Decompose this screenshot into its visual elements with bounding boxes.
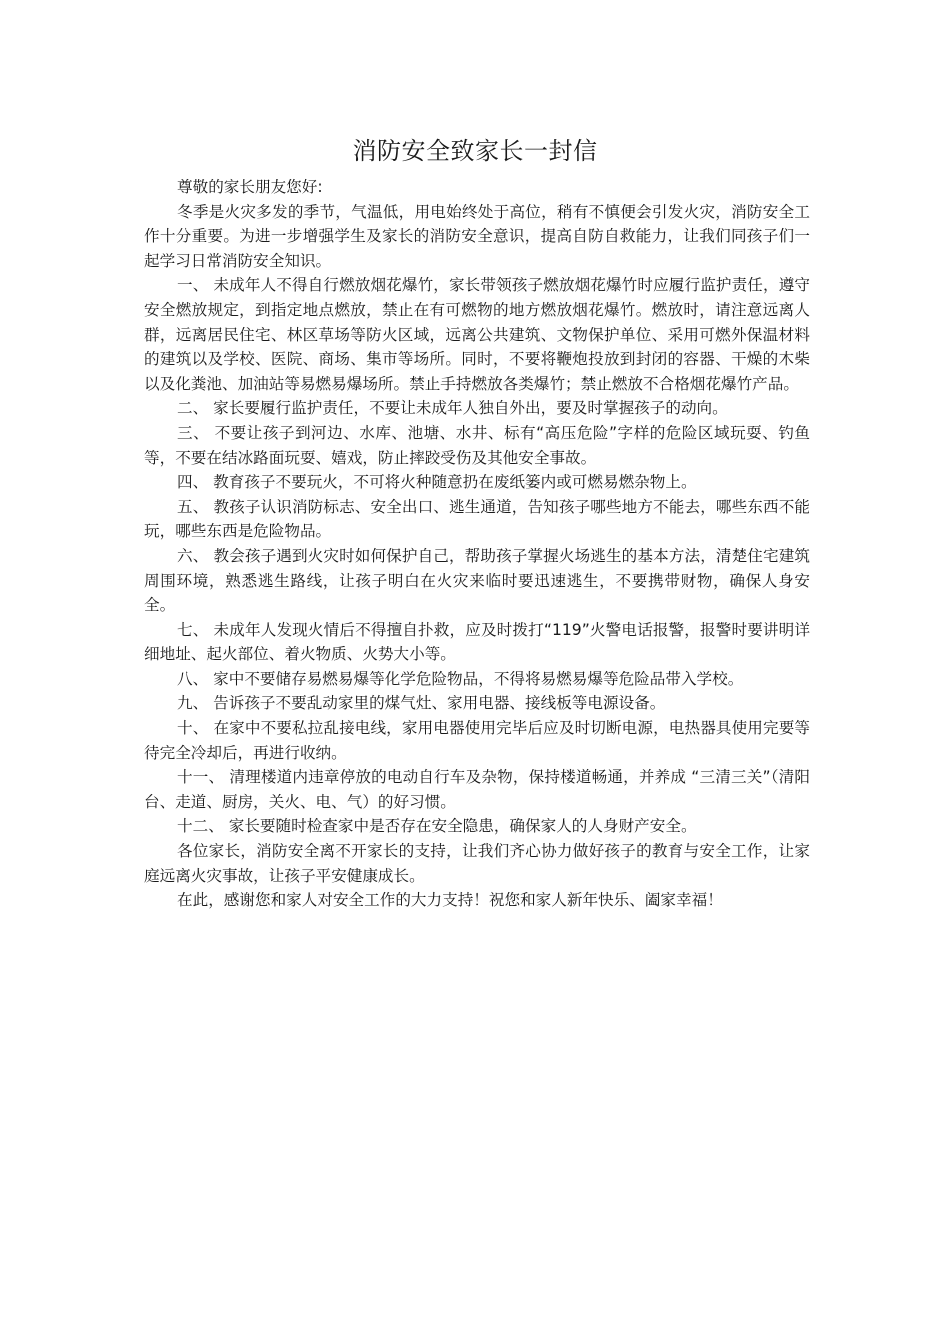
closing-paragraph: 各位家长，消防安全离不开家长的支持，让我们齐心协力做好孩子的教育与安全工作，让家庭远离火灾事故，让孩子平安健康成长。 xyxy=(144,842,810,885)
item-2-paragraph: 二、 家长要履行监护责任，不要让未成年人独自外出，要及时掌握孩子的动向。 xyxy=(177,399,728,418)
item-7-paragraph: 七、 未成年人发现火情后不得擅自扑救，应及时拨打“119”火警电话报警，报警时要讲明详细地址、起火部位、着火物质、火势大小等。 xyxy=(144,620,810,664)
item-10-paragraph: 十、 在家中不要私拉乱接电线，家用电器使用完毕后应及时切断电源，电热器具使用完要等待完全冷却后，再进行收纳。 xyxy=(144,719,810,762)
greeting: 尊敬的家长朋友您好: xyxy=(177,178,323,196)
document-title: 消防安全致家长一封信 xyxy=(352,137,598,165)
item-6-paragraph: 六、 教会孩子遇到火灾时如何保护自己，帮助孩子掌握火场逃生的基本方法，清楚住宅建筑周围环境，熟悉逃生路线，让孩子明白在火灾来临时要迅速逃生，不要携带财物，确保人身安全。 xyxy=(144,546,810,615)
item-12-paragraph: 十二、 家长要随时检查家中是否存在安全隐患，确保家人的人身财产安全。 xyxy=(177,817,697,836)
item-4-paragraph: 四、 教育孩子不要玩火，不可将火种随意扔在废纸篓内或可燃易燃杂物上。 xyxy=(177,473,697,492)
item-3-paragraph: 三、 不要让孩子到河边、水库、池塘、水井、标有“高压危险”字样的危险区域玩耍、钓鱼等，不要在结冰路面玩耍、嬉戏，防止摔跤受伤及其他安全事故。 xyxy=(144,423,810,467)
item-8-paragraph: 八、 家中不要储存易燃易爆等化学危险物品，不得将易燃易爆等危险品带入学校。 xyxy=(177,669,744,688)
intro-paragraph: 冬季是火灾多发的季节，气温低，用电始终处于高位，稍有不慎便会引发火灾，消防安全工作十分重要。为进一步增强学生及家长的消防安全意识，提高自防自救能力，让我们同孩子们一起学习日常消防安全知识。 xyxy=(144,202,810,270)
item-5-paragraph: 五、 教孩子认识消防标志、安全出口、逃生通道，告知孩子哪些地方不能去，哪些东西不能玩，哪些东西是危险物品。 xyxy=(144,497,810,541)
item-9-paragraph: 九、 告诉孩子不要乱动家里的煤气灶、家用电器、接线板等电源设备。 xyxy=(177,694,666,713)
thanks-paragraph: 在此，感谢您和家人对安全工作的大力支持！祝您和家人新年快乐、阖家幸福！ xyxy=(177,891,723,910)
item-1-paragraph: 一、 未成年人不得自行燃放烟花爆竹，家长带领孩子燃放烟花爆竹时应履行监护责任，遵守安全燃放规定，到指定地点燃放，禁止在有可燃物的地方燃放烟花爆竹。燃放时，请注意远离人群，远离居民住宅、林区草场等防火区域，远离公共建筑、文物保护单位、采用可燃外保温材料的建筑以及学校、医院、商场、集市等场所。同时，不要将鞭炮投放到封闭的容器、干燥的木柴以及化粪池、加油站等易燃易爆场所。禁止手持燃放各类爆竹；禁止燃放不合格烟花爆竹产品。 xyxy=(144,276,810,393)
document-body xyxy=(144,175,810,913)
item-11-paragraph: 十一、 清理楼道内违章停放的电动自行车及杂物，保持楼道畅通，并养成 “三清三关”（清阳台、走道、厨房，关火、电、气）的好习惯。 xyxy=(144,768,810,811)
